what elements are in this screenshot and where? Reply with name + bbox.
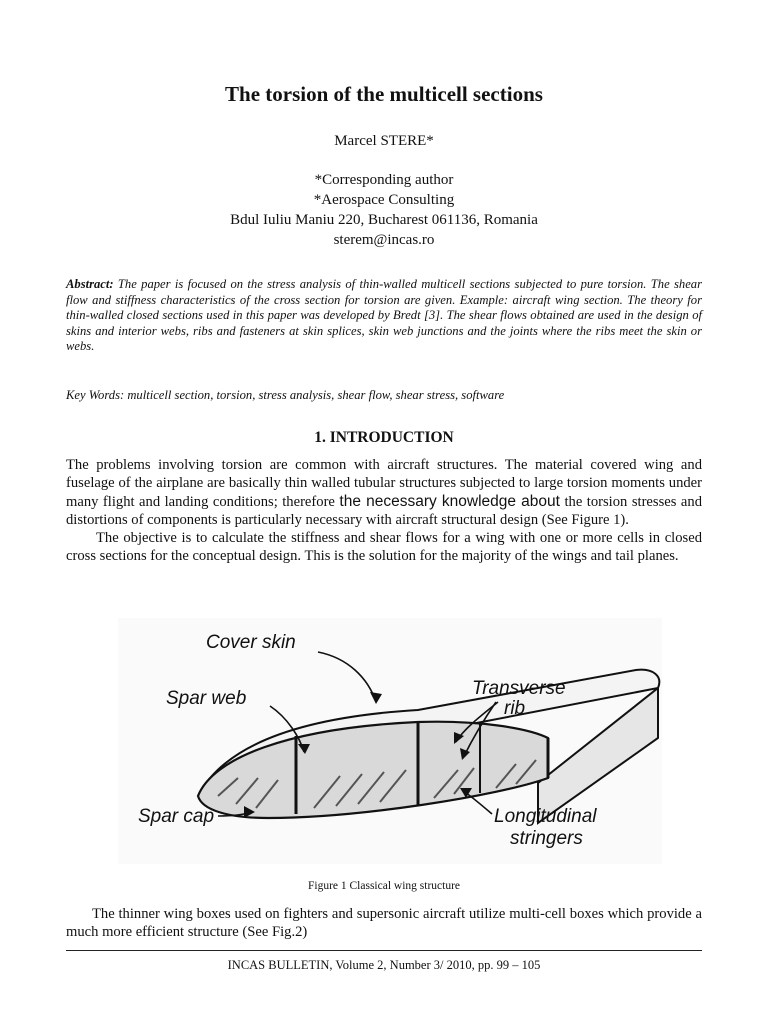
affiliation-address: Bdul Iuliu Maniu 220, Bucharest 061136, Romania [230,212,538,228]
label-spar-cap: Spar cap [138,806,215,827]
label-longitudinal-2: stringers [510,828,583,849]
intro-p1-text-a: The problems involving torsion are common with aircraft structures. The material covered wing and fuselage of the airplane are basically thin walled tubular structures subjected to large torsion moments under many flight and landing conditions; therefore [66,457,702,510]
affiliation-line-1: *Corresponding author [314,172,454,188]
intro-p1-text-c: the torsion stresses and distortions of components is particularly necessary with aircraft structural design (See Figure 1). [66,493,702,528]
author-email[interactable]: sterem@incas.ro [333,232,435,248]
label-longitudinal-1: Longitudinal [494,806,597,827]
wing-structure-figure [118,618,662,864]
author-name: Marcel STERE* [334,133,434,149]
intro-paragraph-1 [66,456,702,529]
footer-citation: INCAS BULLETIN, Volume 2, Number 3/ 2010, pp. 99 – 105 [227,958,541,972]
abstract-label: Abstract: [66,277,114,291]
figure-caption: Figure 1 Classical wing structure [307,880,461,892]
after-figure-text: The thinner wing boxes used on fighters and supersonic aircraft utilize multi-cell boxes which provide a much more efficient structure (See Fig.2) [66,906,702,941]
paper-title: The torsion of the multicell sections [225,82,543,106]
section-heading: 1. INTRODUCTION [314,429,454,446]
after-figure-paragraph [66,905,702,942]
label-transverse-rib-2: rib [504,698,526,719]
label-transverse-rib-1: Transverse [472,678,566,699]
abstract [66,277,702,355]
label-spar-web: Spar web [166,688,247,709]
intro-paragraph-2: The objective is to calculate the stiffness and shear flows for a wing with one or more cells in closed cross sections for the conceptual design. This is the solution for the majority of the wings and tail planes. [66,530,702,565]
footer-rule [66,950,702,951]
introduction-body [66,456,702,566]
keywords: Key Words: multicell section, torsion, stress analysis, shear flow, shear stress, software [66,388,505,402]
label-cover-skin: Cover skin [206,632,296,653]
abstract-text: The paper is focused on the stress analysis of thin-walled multicell sections subjected to pure torsion. The shear flow and stiffness characteristics of the cross section for torsion are given. Example: aircraft wing section. The theory for thin-walled closed sections used in this paper was developed by Bredt [3]. The shear flows obtained are used in the design of skins and interior webs, ribs and fasteners at skin splices, skin web junctions and the joints where the ribs meet the skin or webs. [66,277,702,353]
affiliation-line-2: *Aerospace Consulting [313,192,455,208]
intro-p1-text-b: the necessary knowledge about [339,492,560,510]
